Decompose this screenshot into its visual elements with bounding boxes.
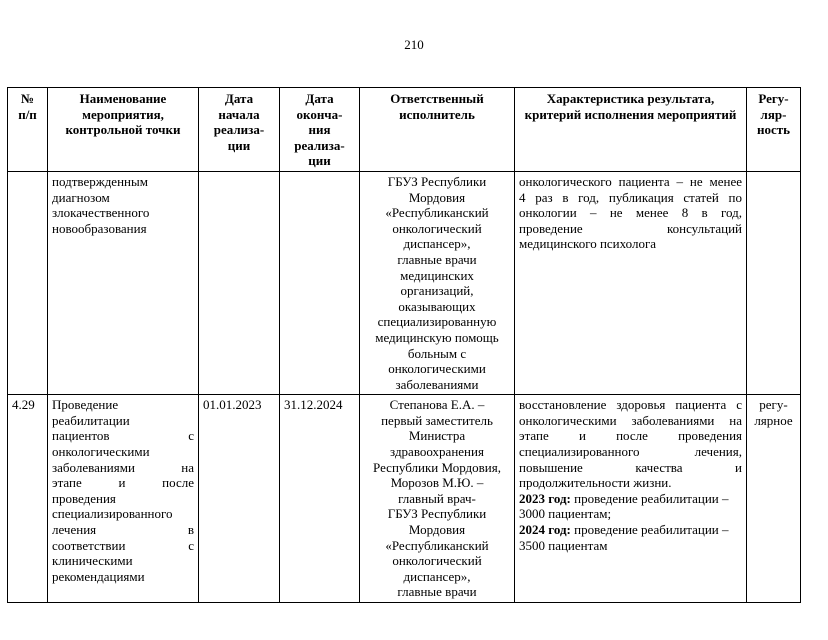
header-end-date: Дата оконча- ния реализа- ции [280,88,360,172]
row2-responsible: Степанова Е.А. – первый заместитель Министра здравоохранения Республики Мордовия, Морозов М.Ю. – главный врач- ГБУЗ Республики Мордовия «Республиканский онкологический диспансер», главные врачи [360,395,515,603]
row2-start-date: 01.01.2023 [199,395,280,603]
header-num: № п/п [8,88,48,172]
year-2023-label: 2023 год: [519,490,571,506]
row2-num: 4.29 [8,395,48,603]
row1-name: подтвержденным диагнозом злокачественного новообразования [48,171,199,394]
row1-responsible: ГБУЗ Республики Мордовия «Республиканский онкологический диспансер», главные врачи медицинских организаций, оказывающих специализированную медицинскую помощь больным с онкологическими заболеваниями [360,171,515,394]
row1-start-date [199,171,280,394]
row1-result: онкологического пациента – не менее 4 раз в год, публикация статей по онкологии – не менее 8 в год, проведение консультаций медицинского психолога [515,171,747,394]
header-name: Наименование мероприятия, контрольной точки [48,88,199,172]
header-row [8,88,801,172]
row2-result: восстановление здоровья пациента с онкологическими заболеваниями на этапе и после проведения специализированного лечения, повышение качества и продолжительности жизни. 2023 год: проведение реабилитации – 3000 пациентам; 2024 год: проведение реабилитации – 3500 пациентам [515,395,747,603]
row2-end-date: 31.12.2024 [280,395,360,603]
row2-regularity: регу- лярное [747,395,801,603]
header-responsible: Ответственный исполнитель [360,88,515,172]
row2-name: Проведение реабилитации пациентов с онкологическими заболеваниями на этапе и после проведения специализированного лечения в соответствии с клиническими рекомендациями [48,395,199,603]
year-2024-label: 2024 год: [519,522,571,538]
table-row [8,395,801,603]
table-row [8,171,801,394]
row1-end-date [280,171,360,394]
header-result: Характеристика результата, критерий исполнения мероприятий [515,88,747,172]
row1-num [8,171,48,394]
events-table [7,87,801,603]
header-regularity: Регу- ляр- ность [747,88,801,172]
page-number: 210 [404,37,424,52]
header-start-date: Дата начала реализа- ции [199,88,280,172]
row1-regularity [747,171,801,394]
